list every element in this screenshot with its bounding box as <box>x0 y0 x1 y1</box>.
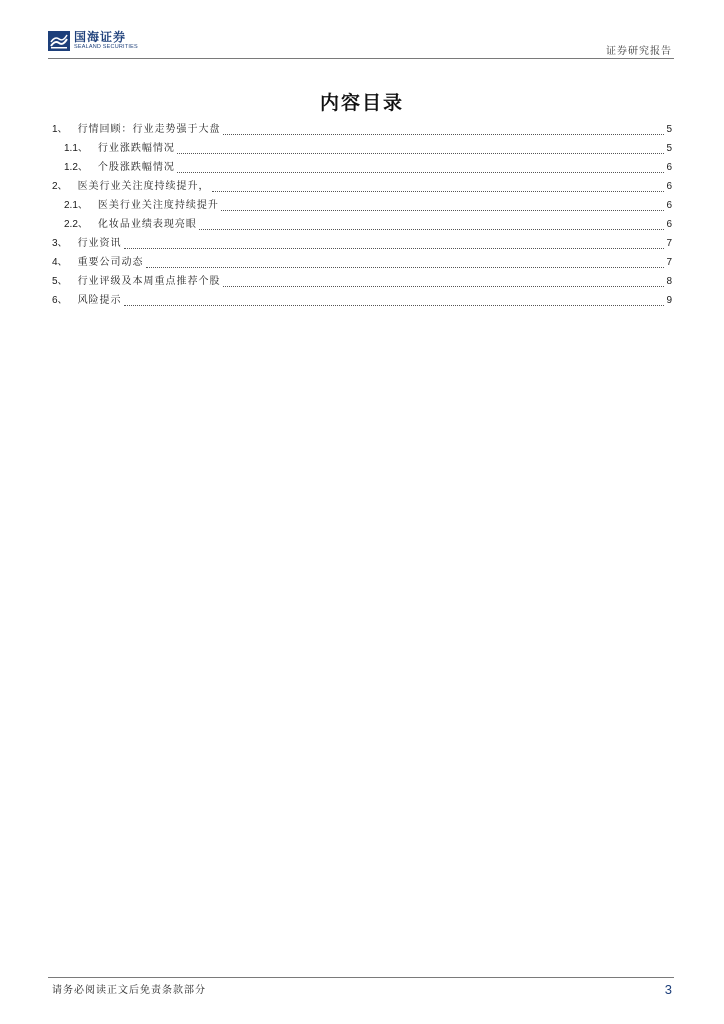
toc-item-2-2[interactable] <box>52 215 672 234</box>
toc-item-1-2[interactable] <box>52 158 672 177</box>
table-of-contents <box>52 120 672 310</box>
toc-item-4[interactable] <box>52 253 672 272</box>
report-type-label: 证券研究报告 <box>606 46 672 57</box>
toc-item-number: 5、 <box>52 276 68 287</box>
company-logo <box>48 31 138 51</box>
toc-item-2[interactable] <box>52 177 672 196</box>
toc-item-2-1[interactable] <box>52 196 672 215</box>
toc-item-1-1[interactable] <box>52 139 672 158</box>
toc-item-number: 4、 <box>52 257 68 268</box>
toc-item-number: 1、 <box>52 124 68 135</box>
toc-item-number: 6、 <box>52 295 68 306</box>
page-header <box>48 30 674 59</box>
toc-item-page: 7 <box>666 257 672 268</box>
toc-item-page: 6 <box>666 181 672 192</box>
toc-item-page: 6 <box>666 162 672 173</box>
toc-item-page: 8 <box>666 276 672 287</box>
toc-leader-dots <box>177 171 665 173</box>
page-footer <box>48 977 674 997</box>
toc-item-page: 6 <box>666 200 672 211</box>
toc-item-5[interactable] <box>52 272 672 291</box>
toc-item-text: 个股涨跌幅情况 <box>97 162 175 173</box>
toc-leader-dots <box>124 304 665 306</box>
toc-item-page: 5 <box>666 143 672 154</box>
toc-leader-dots <box>146 266 665 268</box>
disclaimer-note: 请务必阅读正文后免责条款部分 <box>52 985 206 996</box>
toc-item-page: 7 <box>666 238 672 249</box>
toc-item-6[interactable] <box>52 291 672 310</box>
toc-leader-dots <box>124 247 665 249</box>
toc-leader-dots <box>212 190 665 192</box>
toc-item-text: 医美行业关注度持续提升 <box>97 200 219 211</box>
toc-item-1[interactable] <box>52 120 672 139</box>
page-number: 3 <box>664 982 672 997</box>
toc-item-number: 2.2、 <box>64 219 88 230</box>
logo-english-name: SEALAND SECURITIES <box>74 44 138 51</box>
toc-item-text: 风险提示 <box>77 295 122 306</box>
toc-item-page: 6 <box>666 219 672 230</box>
toc-item-number: 2、 <box>52 181 68 192</box>
toc-leader-dots <box>223 133 665 135</box>
toc-item-number: 2.1、 <box>64 200 88 211</box>
toc-item-text: 化妆品业绩表现亮眼 <box>97 219 197 230</box>
toc-title: 内容目录 <box>319 92 404 114</box>
toc-item-page: 5 <box>666 124 672 135</box>
toc-item-text: 行业资讯 <box>77 238 122 249</box>
toc-item-text: 医美行业关注度持续提升， <box>77 181 210 192</box>
toc-item-number: 3、 <box>52 238 68 249</box>
logo-chinese-name: 国海证券 <box>74 30 127 45</box>
toc-item-number: 1.2、 <box>64 162 88 173</box>
toc-item-text: 行业评级及本周重点推荐个股 <box>77 276 221 287</box>
sealand-logo-icon <box>48 31 70 51</box>
toc-leader-dots <box>177 152 665 154</box>
toc-leader-dots <box>221 209 665 211</box>
toc-item-number: 1.1、 <box>64 143 88 154</box>
toc-item-text: 行业涨跌幅情况 <box>97 143 175 154</box>
toc-item-page: 9 <box>666 295 672 306</box>
toc-item-3[interactable] <box>52 234 672 253</box>
toc-item-text: 行情回顾：行业走势强于大盘 <box>77 124 221 135</box>
toc-leader-dots <box>199 228 665 230</box>
toc-leader-dots <box>223 285 665 287</box>
toc-item-text: 重要公司动态 <box>77 257 144 268</box>
